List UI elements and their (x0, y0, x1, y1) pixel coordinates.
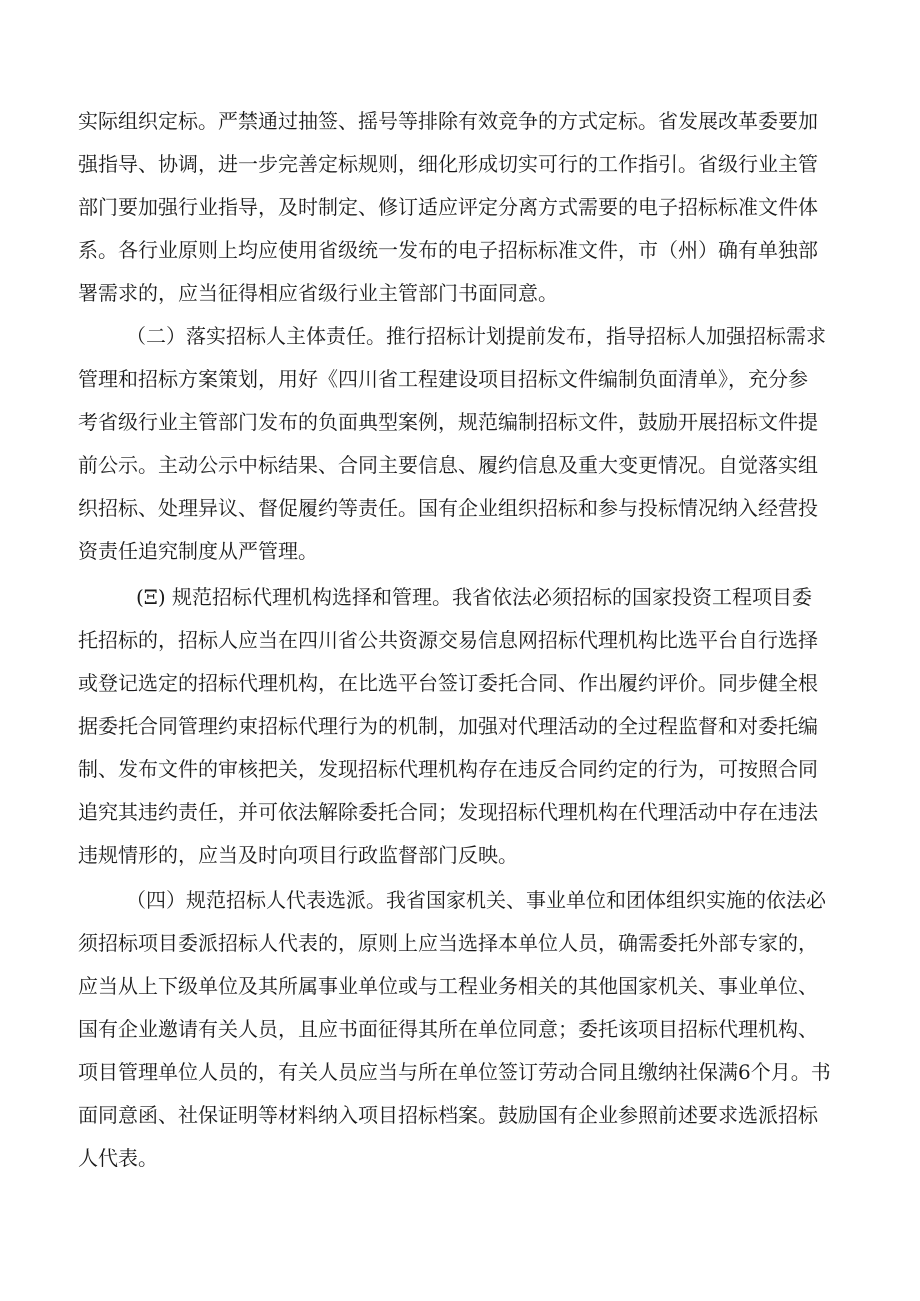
text-line: 实际组织定标。严禁通过抽签、摇号等排除有效竞争的方式定标。省发展改革委要加 (78, 109, 818, 133)
text-line: 须招标项目委派招标人代表的，原则上应当选择本单位人员，确需委托外部专家的， (78, 931, 818, 955)
text-line: 强指导、协调，进一步完善定标规则，细化形成切实可行的工作指引。省级行业主管 (78, 152, 818, 176)
text-line: 追究其违约责任，并可依法解除委托合同；发现招标代理机构在代理活动中存在违法 (78, 800, 818, 824)
text-line: 系。各行业原则上均应使用省级统一发布的电子招标标准文件，市（州）确有单独部 (78, 238, 818, 262)
text-line: 或登记选定的招标代理机构，在比选平台签订委托合同、作出履约评价。同步健全根 (78, 671, 818, 695)
text-line: 面同意函、社保证明等材料纳入项目招标档案。鼓励国有企业参照前述要求选派招标 (78, 1103, 818, 1127)
text-line: 部门要加强行业指导，及时制定、修订适应评定分离方式需要的电子招标标准文件体 (78, 195, 818, 219)
text-line: 项目管理单位人员的，有关人员应当与所在单位签订劳动合同且缴纳社保满6个月。书 (78, 1060, 831, 1084)
text-line: （二）落实招标人主体责任。推行招标计划提前发布，指导招标人加强招标需求 (126, 324, 826, 348)
text-line: 托招标的，招标人应当在四川省公共资源交易信息网招标代理机构比选平台自行选择 (78, 628, 818, 652)
text-line: （四）规范招标人代表选派。我省国家机关、事业单位和团体组织实施的依法必 (126, 888, 826, 912)
text-line: 考省级行业主管部门发布的负面典型案例，规范编制招标文件，鼓励开展招标文件提 (78, 410, 818, 434)
text-line: 违规情形的，应当及时向项目行政监督部门反映。 (78, 843, 518, 867)
text-line: 前公示。主动公示中标结果、合同主要信息、履约信息及重大变更情况。自觉落实组 (78, 453, 818, 477)
text-line: 应当从上下级单位及其所属事业单位或与工程业务相关的其他国家机关、事业单位、 (78, 974, 818, 998)
text-line: 资责任追究制度从严管理。 (78, 539, 318, 563)
text-line: 织招标、处理异议、督促履约等责任。国有企业组织招标和参与投标情况纳入经营投 (78, 496, 818, 520)
text-line: (Ξ) 规范招标代理机构选择和管理。我省依法必须招标的国家投资工程项目委 (136, 585, 813, 609)
text-line: 国有企业邀请有关人员，且应书面征得其所在单位同意；委托该项目招标代理机构、 (78, 1017, 818, 1041)
text-line: 管理和招标方案策划，用好《四川省工程建设项目招标文件编制负面清单》，充分参 (78, 367, 808, 391)
text-line: 署需求的，应当征得相应省级行业主管部门书面同意。 (78, 281, 558, 305)
text-line: 制、发布文件的审核把关，发现招标代理机构存在违反合同约定的行为，可按照合同 (78, 757, 818, 781)
text-line: 据委托合同管理约束招标代理行为的机制，加强对代理活动的全过程监督和对委托编 (78, 714, 818, 738)
text-line: 人代表。 (78, 1146, 158, 1170)
